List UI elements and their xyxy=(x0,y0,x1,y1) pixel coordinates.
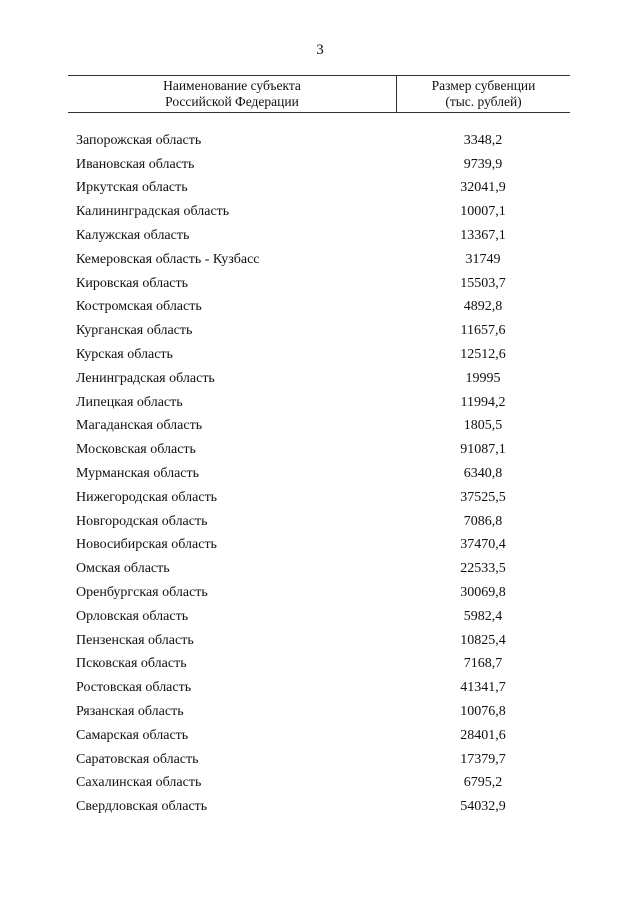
subvention-amount: 17379,7 xyxy=(460,751,506,767)
subvention-amount: 1805,5 xyxy=(463,418,503,434)
subject-name: Псковская область xyxy=(76,656,187,672)
subvention-amount: 6795,2 xyxy=(463,775,503,791)
subvention-amount: 10076,8 xyxy=(460,704,506,720)
table-header xyxy=(68,75,570,113)
subvention-amount: 7086,8 xyxy=(463,513,503,529)
subvention-amount: 12512,6 xyxy=(460,347,506,363)
page-number: 3 xyxy=(316,42,324,58)
table-row xyxy=(68,629,570,653)
subvention-amount: 4892,8 xyxy=(463,299,503,315)
header-subject-name-line1: Наименование субъекта xyxy=(163,78,301,93)
subject-name: Нижегородская область xyxy=(76,489,218,505)
subject-name: Оренбургская область xyxy=(76,585,208,601)
table-row xyxy=(68,415,570,439)
subvention-amount: 11994,2 xyxy=(460,394,506,410)
table-row xyxy=(68,510,570,534)
subject-name: Костромская область xyxy=(76,299,202,315)
subject-name: Запорожская область xyxy=(76,132,202,148)
subject-name: Магаданская область xyxy=(76,418,203,434)
subvention-amount: 54032,9 xyxy=(460,799,506,815)
table-row xyxy=(68,700,570,724)
table-row xyxy=(68,795,570,819)
header-subject-name-line2: Российской Федерации xyxy=(165,94,299,109)
subvention-amount: 32041,9 xyxy=(460,180,506,196)
subject-name: Саратовская область xyxy=(76,751,199,767)
subject-name: Мурманская область xyxy=(76,466,200,482)
subject-name: Орловская область xyxy=(76,608,189,624)
table-row xyxy=(68,581,570,605)
table-row xyxy=(68,200,570,224)
subject-name: Пензенская область xyxy=(76,632,194,648)
subject-name: Иркутская область xyxy=(76,180,188,196)
table-row xyxy=(68,153,570,177)
table-row xyxy=(68,486,570,510)
subvention-table xyxy=(68,75,570,819)
subvention-amount: 31749 xyxy=(465,251,501,267)
table-row xyxy=(68,367,570,391)
subject-name: Ростовская область xyxy=(76,680,192,696)
subject-name: Ленинградская область xyxy=(76,370,215,386)
table-row xyxy=(68,438,570,462)
subvention-amount: 5982,4 xyxy=(463,608,503,624)
subvention-amount: 6340,8 xyxy=(463,466,503,482)
table-body xyxy=(68,129,570,819)
subject-name: Московская область xyxy=(76,442,196,458)
subvention-amount: 13367,1 xyxy=(460,228,506,244)
table-row xyxy=(68,177,570,201)
subvention-amount: 41341,7 xyxy=(460,680,506,696)
table-row xyxy=(68,129,570,153)
subvention-amount: 15503,7 xyxy=(460,275,506,291)
subject-name: Свердловская область xyxy=(76,799,208,815)
header-amount-line2: (тыс. рублей) xyxy=(445,94,522,109)
subject-name: Рязанская область xyxy=(76,704,184,720)
subvention-amount: 30069,8 xyxy=(460,585,506,601)
table-row xyxy=(68,605,570,629)
table-row xyxy=(68,676,570,700)
subvention-amount: 37470,4 xyxy=(460,537,506,553)
subvention-amount: 10825,4 xyxy=(460,632,506,648)
table-row xyxy=(68,343,570,367)
subject-name: Сахалинская область xyxy=(76,775,202,791)
subvention-amount: 19995 xyxy=(465,370,501,386)
table-row xyxy=(68,772,570,796)
subject-name: Калужская область xyxy=(76,228,190,244)
header-subvention-amount xyxy=(397,76,570,112)
subject-name: Новосибирская область xyxy=(76,537,217,553)
table-row xyxy=(68,748,570,772)
subject-name: Калининградская область xyxy=(76,204,230,220)
subvention-amount: 3348,2 xyxy=(463,132,503,148)
subject-name: Ивановская область xyxy=(76,156,195,172)
subvention-amount: 10007,1 xyxy=(460,204,506,220)
table-row xyxy=(68,724,570,748)
table-row xyxy=(68,462,570,486)
table-row xyxy=(68,557,570,581)
subject-name: Омская область xyxy=(76,561,170,577)
subject-name: Самарская область xyxy=(76,727,189,743)
table-row xyxy=(68,224,570,248)
subject-name: Новгородская область xyxy=(76,513,208,529)
subject-name: Кемеровская область - Кузбасс xyxy=(76,251,260,267)
subvention-amount: 11657,6 xyxy=(460,323,506,339)
header-amount-line1: Размер субвенции xyxy=(431,78,536,93)
subvention-amount: 91087,1 xyxy=(460,442,506,458)
subject-name: Липецкая область xyxy=(76,394,183,410)
subvention-amount: 7168,7 xyxy=(463,656,503,672)
table-row xyxy=(68,391,570,415)
subvention-amount: 22533,5 xyxy=(460,561,506,577)
subvention-amount: 9739,9 xyxy=(463,156,503,172)
table-row xyxy=(68,534,570,558)
table-row xyxy=(68,248,570,272)
table-row xyxy=(68,319,570,343)
subvention-amount: 28401,6 xyxy=(460,727,506,743)
table-row xyxy=(68,296,570,320)
table-row xyxy=(68,653,570,677)
subject-name: Кировская область xyxy=(76,275,189,291)
subvention-amount: 37525,5 xyxy=(460,489,506,505)
table-row xyxy=(68,272,570,296)
header-subject-name xyxy=(68,76,397,112)
subject-name: Курская область xyxy=(76,347,173,363)
subject-name: Курганская область xyxy=(76,323,193,339)
